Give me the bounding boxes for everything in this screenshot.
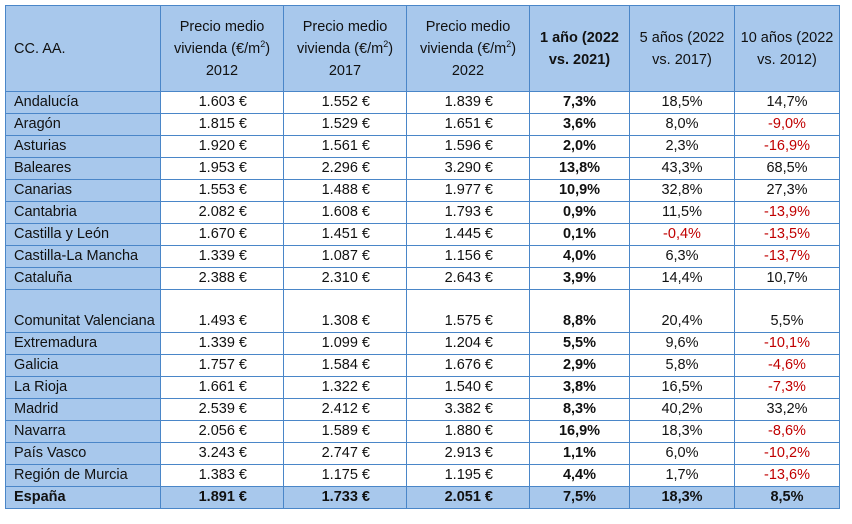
change-1y-cell: 8,8% [530, 290, 630, 333]
total-price-2012: 1.891 € [161, 487, 284, 509]
header-change-5y: 5 años (2022 vs. 2017) [630, 6, 735, 92]
region-cell: Comunitat Valenciana [6, 290, 161, 333]
region-cell: Extremadura [6, 333, 161, 355]
header-change-1y: 1 año (2022 vs. 2021) [530, 6, 630, 92]
price-2017-cell: 1.589 € [284, 421, 407, 443]
price-2022-cell: 3.290 € [407, 158, 530, 180]
change-5y-cell: -0,4% [630, 224, 735, 246]
change-10y-cell: 14,7% [735, 92, 840, 114]
change-5y-cell: 1,7% [630, 465, 735, 487]
header-price-2012-label: Precio medio vivienda (€/m [173, 18, 265, 57]
total-change-5y: 18,3% [630, 487, 735, 509]
price-2017-cell: 1.175 € [284, 465, 407, 487]
table-row [6, 268, 840, 290]
header-change-10y: 10 años (2022 vs. 2012) [735, 6, 840, 92]
change-10y-cell: 27,3% [735, 180, 840, 202]
region-cell: Aragón [6, 114, 161, 136]
price-2012-cell: 2.388 € [161, 268, 284, 290]
price-2017-cell: 1.099 € [284, 333, 407, 355]
price-2012-cell: 1.670 € [161, 224, 284, 246]
change-5y-cell: 18,3% [630, 421, 735, 443]
price-2012-cell: 1.339 € [161, 333, 284, 355]
price-2017-cell: 1.308 € [284, 290, 407, 333]
change-1y-cell: 13,8% [530, 158, 630, 180]
price-2012-cell: 3.243 € [161, 443, 284, 465]
region-cell: Canarias [6, 180, 161, 202]
header-price-2012 [161, 6, 284, 92]
change-1y-cell: 2,0% [530, 136, 630, 158]
price-2017-cell: 2.747 € [284, 443, 407, 465]
price-2022-cell: 2.643 € [407, 268, 530, 290]
table-body [6, 92, 840, 487]
price-2012-cell: 1.953 € [161, 158, 284, 180]
table-row [6, 246, 840, 268]
price-2017-cell: 1.087 € [284, 246, 407, 268]
table-row [6, 355, 840, 377]
total-region: España [6, 487, 161, 509]
region-cell: Cantabria [6, 202, 161, 224]
region-cell: La Rioja [6, 377, 161, 399]
price-2017-cell: 2.310 € [284, 268, 407, 290]
price-2012-cell: 2.082 € [161, 202, 284, 224]
price-2012-cell: 1.757 € [161, 355, 284, 377]
price-2017-cell: 1.584 € [284, 355, 407, 377]
change-5y-cell: 5,8% [630, 355, 735, 377]
price-2017-cell: 1.488 € [284, 180, 407, 202]
table-row [6, 224, 840, 246]
change-1y-cell: 4,0% [530, 246, 630, 268]
change-10y-cell: -10,1% [735, 333, 840, 355]
price-2022-cell: 1.445 € [407, 224, 530, 246]
price-2012-cell: 1.553 € [161, 180, 284, 202]
change-5y-cell: 18,5% [630, 92, 735, 114]
change-10y-cell: 10,7% [735, 268, 840, 290]
total-row [6, 487, 840, 509]
region-cell: Castilla y León [6, 224, 161, 246]
total-price-2022: 2.051 € [407, 487, 530, 509]
change-1y-cell: 3,6% [530, 114, 630, 136]
price-2022-cell: 1.575 € [407, 290, 530, 333]
change-10y-cell: -4,6% [735, 355, 840, 377]
table-row [6, 443, 840, 465]
price-2017-cell: 1.322 € [284, 377, 407, 399]
change-1y-cell: 2,9% [530, 355, 630, 377]
change-10y-cell: 68,5% [735, 158, 840, 180]
change-5y-cell: 6,0% [630, 443, 735, 465]
table-row [6, 399, 840, 421]
change-10y-cell: 5,5% [735, 290, 840, 333]
table-row [6, 114, 840, 136]
change-10y-cell: -10,2% [735, 443, 840, 465]
price-2012-cell: 1.661 € [161, 377, 284, 399]
table-row [6, 421, 840, 443]
header-price-2022-year: ) 2022 [451, 40, 517, 79]
region-cell: País Vasco [6, 443, 161, 465]
change-10y-cell: -13,5% [735, 224, 840, 246]
price-2012-cell: 1.603 € [161, 92, 284, 114]
header-price-2017-label: Precio medio vivienda (€/m [296, 18, 388, 57]
price-2022-cell: 3.382 € [407, 399, 530, 421]
price-2022-cell: 1.540 € [407, 377, 530, 399]
price-2022-cell: 1.839 € [407, 92, 530, 114]
change-10y-cell: -13,6% [735, 465, 840, 487]
region-cell: Madrid [6, 399, 161, 421]
change-10y-cell: -13,9% [735, 202, 840, 224]
price-2022-cell: 1.156 € [407, 246, 530, 268]
change-1y-cell: 0,9% [530, 202, 630, 224]
header-price-2017 [284, 6, 407, 92]
price-2022-cell: 1.195 € [407, 465, 530, 487]
change-1y-cell: 3,9% [530, 268, 630, 290]
change-1y-cell: 10,9% [530, 180, 630, 202]
header-price-2017-sup: 2 [383, 38, 389, 49]
price-2022-cell: 2.913 € [407, 443, 530, 465]
price-2022-cell: 1.793 € [407, 202, 530, 224]
change-5y-cell: 9,6% [630, 333, 735, 355]
price-2022-cell: 1.204 € [407, 333, 530, 355]
price-2017-cell: 2.412 € [284, 399, 407, 421]
price-2012-cell: 2.056 € [161, 421, 284, 443]
table-row [6, 290, 840, 333]
housing-price-table [5, 5, 840, 509]
price-2022-cell: 1.651 € [407, 114, 530, 136]
change-1y-cell: 8,3% [530, 399, 630, 421]
change-5y-cell: 32,8% [630, 180, 735, 202]
price-2017-cell: 1.561 € [284, 136, 407, 158]
region-cell: Castilla-La Mancha [6, 246, 161, 268]
table-row [6, 377, 840, 399]
price-2012-cell: 1.815 € [161, 114, 284, 136]
region-cell: Andalucía [6, 92, 161, 114]
total-change-10y: 8,5% [735, 487, 840, 509]
change-10y-cell: -7,3% [735, 377, 840, 399]
price-2017-cell: 2.296 € [284, 158, 407, 180]
table-row [6, 158, 840, 180]
price-2017-cell: 1.608 € [284, 202, 407, 224]
region-cell: Navarra [6, 421, 161, 443]
change-10y-cell: -8,6% [735, 421, 840, 443]
change-1y-cell: 1,1% [530, 443, 630, 465]
change-5y-cell: 43,3% [630, 158, 735, 180]
table-row [6, 136, 840, 158]
table-row [6, 180, 840, 202]
change-5y-cell: 11,5% [630, 202, 735, 224]
region-cell: Región de Murcia [6, 465, 161, 487]
change-10y-cell: -9,0% [735, 114, 840, 136]
region-cell: Asturias [6, 136, 161, 158]
price-2017-cell: 1.529 € [284, 114, 407, 136]
table-footer [6, 487, 840, 509]
price-table-container [5, 5, 840, 509]
table-header [6, 6, 840, 92]
header-price-2022-label: Precio medio vivienda (€/m [419, 18, 511, 57]
header-price-2017-year: ) 2017 [328, 40, 394, 79]
header-price-2012-sup: 2 [260, 38, 266, 49]
change-10y-cell: 33,2% [735, 399, 840, 421]
change-1y-cell: 4,4% [530, 465, 630, 487]
price-2017-cell: 1.552 € [284, 92, 407, 114]
header-price-2022-sup: 2 [506, 38, 512, 49]
price-2022-cell: 1.596 € [407, 136, 530, 158]
change-10y-cell: -16,9% [735, 136, 840, 158]
price-2012-cell: 1.920 € [161, 136, 284, 158]
region-cell: Baleares [6, 158, 161, 180]
table-row [6, 465, 840, 487]
price-2022-cell: 1.880 € [407, 421, 530, 443]
price-2022-cell: 1.676 € [407, 355, 530, 377]
change-5y-cell: 40,2% [630, 399, 735, 421]
price-2012-cell: 1.493 € [161, 290, 284, 333]
region-cell: Galicia [6, 355, 161, 377]
table-row [6, 202, 840, 224]
header-row [6, 6, 840, 92]
change-10y-cell: -13,7% [735, 246, 840, 268]
change-1y-cell: 0,1% [530, 224, 630, 246]
change-5y-cell: 2,3% [630, 136, 735, 158]
price-2012-cell: 2.539 € [161, 399, 284, 421]
header-price-2022 [407, 6, 530, 92]
change-1y-cell: 7,3% [530, 92, 630, 114]
change-5y-cell: 20,4% [630, 290, 735, 333]
change-1y-cell: 3,8% [530, 377, 630, 399]
change-5y-cell: 6,3% [630, 246, 735, 268]
region-cell: Cataluña [6, 268, 161, 290]
header-region: CC. AA. [6, 6, 161, 92]
price-2012-cell: 1.339 € [161, 246, 284, 268]
total-change-1y: 7,5% [530, 487, 630, 509]
change-1y-cell: 16,9% [530, 421, 630, 443]
price-2017-cell: 1.451 € [284, 224, 407, 246]
header-price-2012-year: ) 2012 [205, 40, 271, 79]
change-1y-cell: 5,5% [530, 333, 630, 355]
price-2022-cell: 1.977 € [407, 180, 530, 202]
table-row [6, 333, 840, 355]
change-5y-cell: 16,5% [630, 377, 735, 399]
total-price-2017: 1.733 € [284, 487, 407, 509]
change-5y-cell: 8,0% [630, 114, 735, 136]
price-2012-cell: 1.383 € [161, 465, 284, 487]
change-5y-cell: 14,4% [630, 268, 735, 290]
table-row [6, 92, 840, 114]
